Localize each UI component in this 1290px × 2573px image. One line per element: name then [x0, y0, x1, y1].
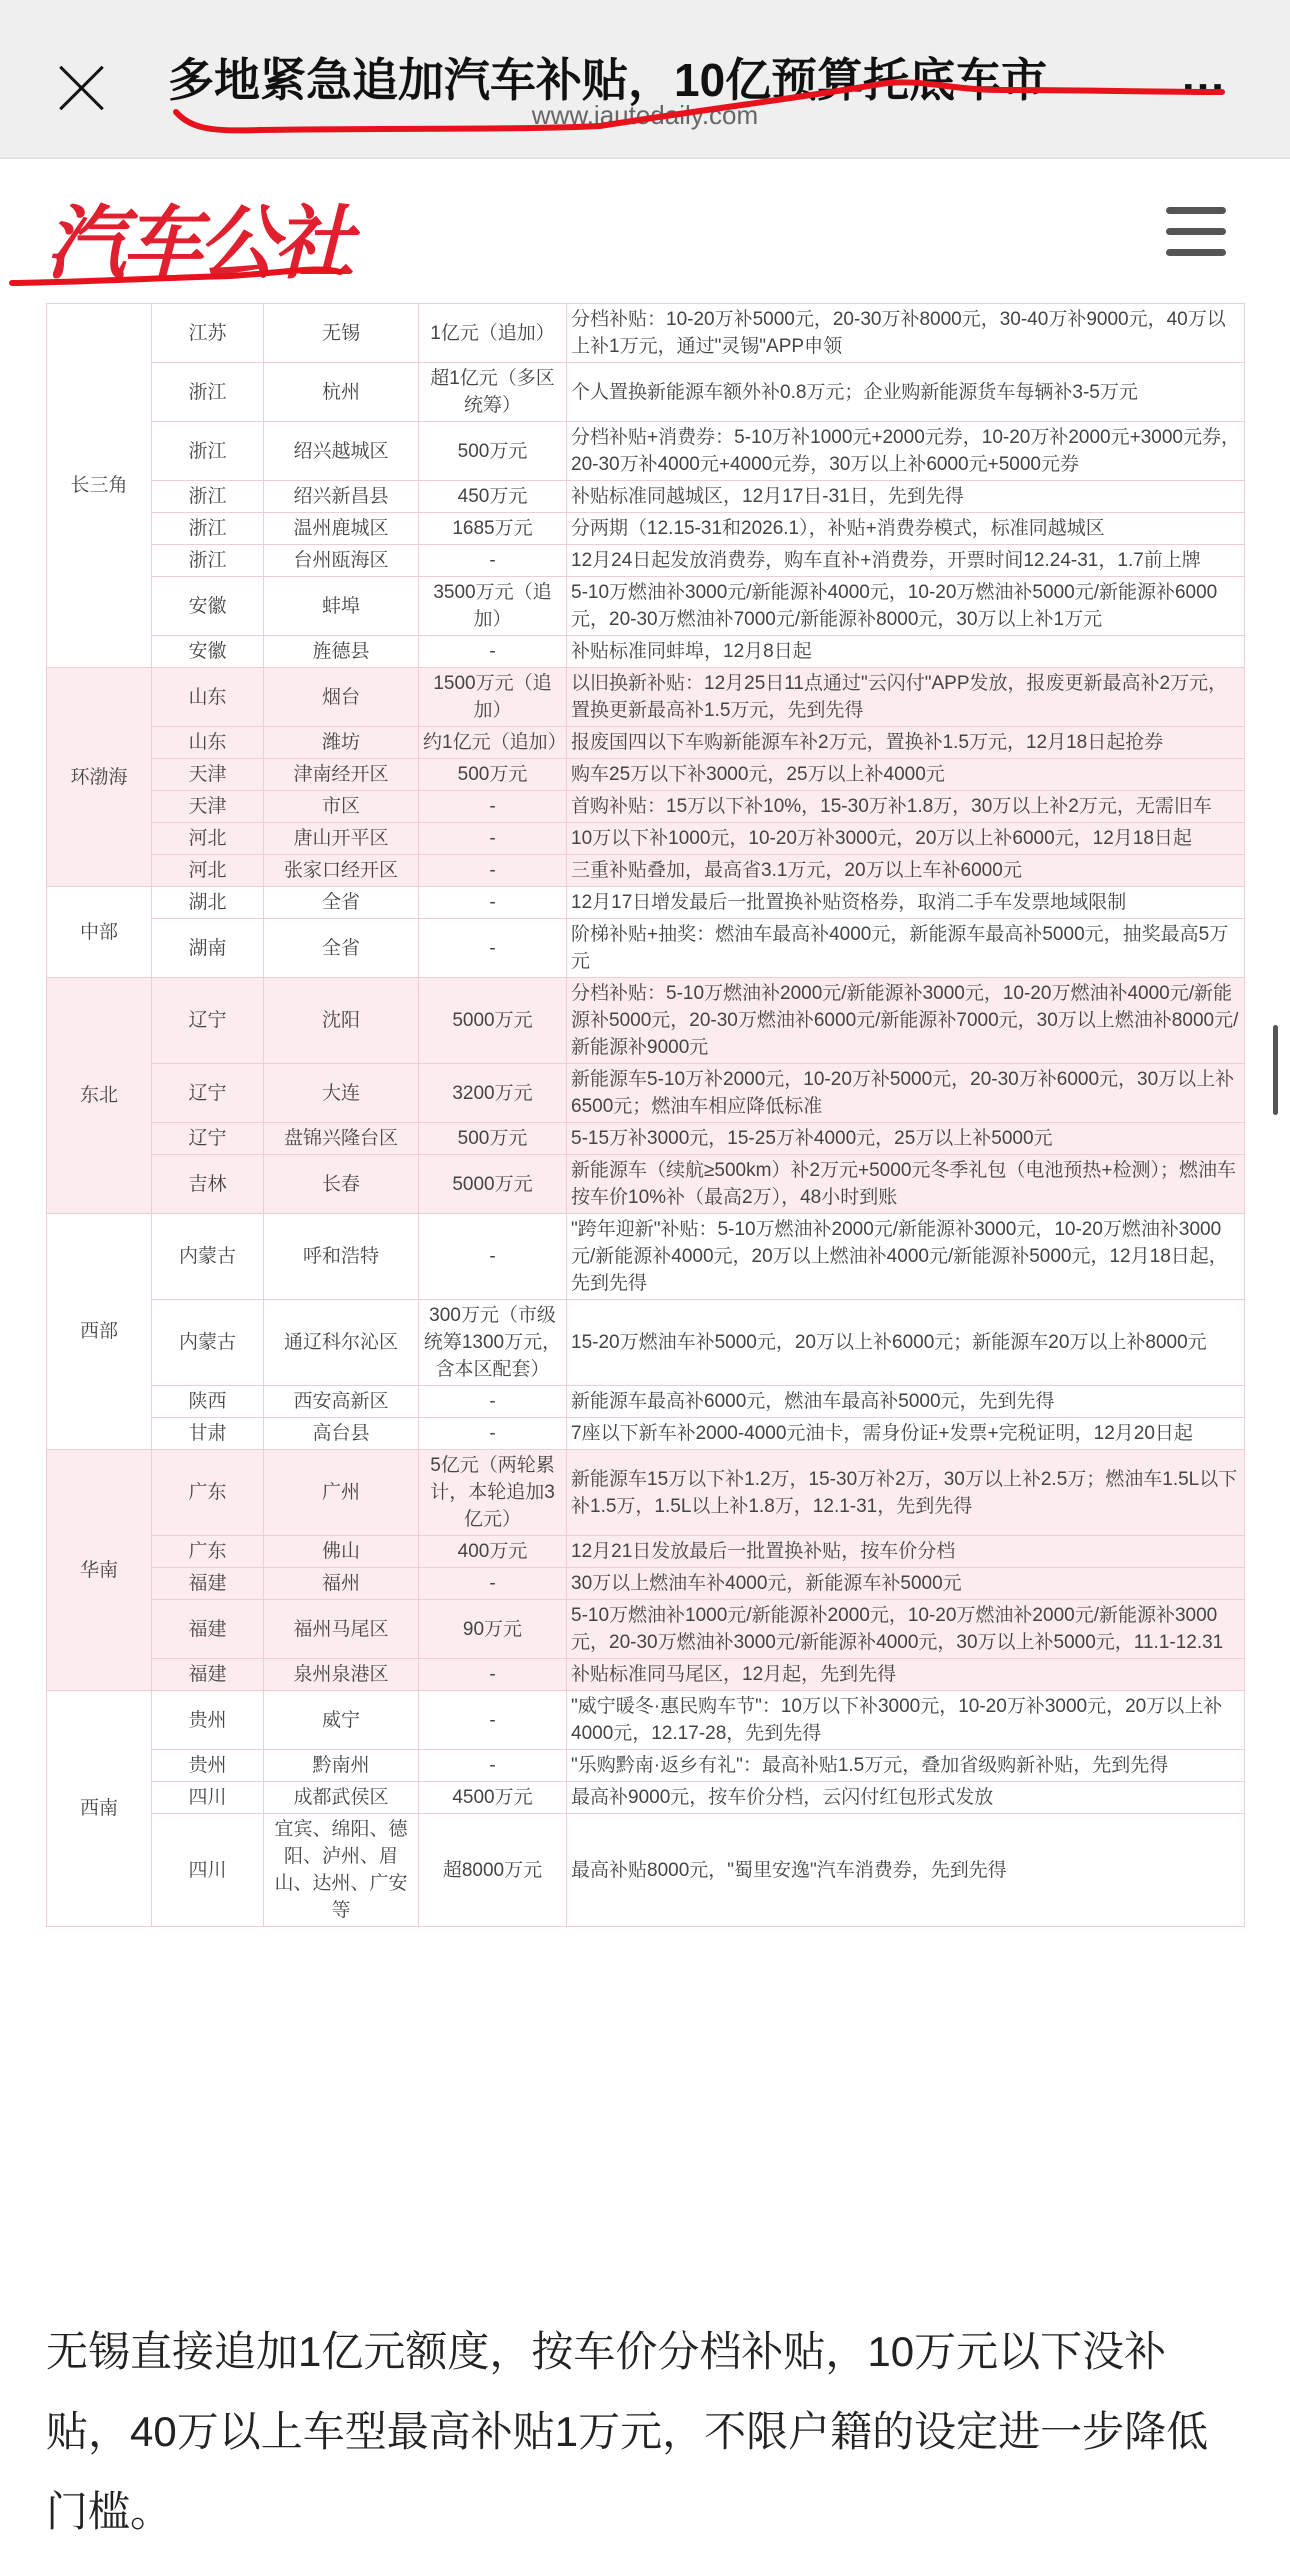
subsidy-table-image [46, 303, 1244, 1927]
province-cell: 天津 [152, 759, 264, 791]
table-row [47, 1691, 1245, 1750]
site-header [0, 159, 1290, 301]
table-row [47, 855, 1245, 887]
table-row [47, 1568, 1245, 1600]
policy-cell: 补贴标准同越城区，12月17日-31日，先到先得 [567, 481, 1245, 513]
table-row [47, 304, 1245, 363]
city-cell: 绍兴越城区 [264, 422, 419, 481]
policy-cell: 新能源车最高补6000元，燃油车最高补5000元，先到先得 [567, 1386, 1245, 1418]
table-row [47, 1123, 1245, 1155]
policy-cell: 5-15万补3000元，15-25万补4000元，25万以上补5000元 [567, 1123, 1245, 1155]
city-cell: 西安高新区 [264, 1386, 419, 1418]
table-row [47, 1386, 1245, 1418]
table-row [47, 919, 1245, 978]
province-cell: 湖南 [152, 919, 264, 978]
city-cell: 烟台 [264, 668, 419, 727]
city-cell: 成都武侯区 [264, 1782, 419, 1814]
policy-cell: 分档补贴：5-10万燃油补2000元/新能源补3000元，10-20万燃油补4000元/新能源补5000元，20-30万燃油补6000元/新能源补7000元，30万以上燃油补8000元/新能源补9000元 [567, 978, 1245, 1064]
region-cell: 华南 [47, 1450, 152, 1691]
city-cell: 绍兴新昌县 [264, 481, 419, 513]
table-row [47, 1750, 1245, 1782]
region-cell: 中部 [47, 887, 152, 978]
budget-cell: 超1亿元（多区统筹） [419, 363, 567, 422]
province-cell: 辽宁 [152, 1064, 264, 1123]
budget-cell: - [419, 636, 567, 668]
province-cell: 福建 [152, 1659, 264, 1691]
budget-cell: 3500万元（追加） [419, 577, 567, 636]
budget-cell: 超8000万元 [419, 1814, 567, 1927]
city-cell: 市区 [264, 791, 419, 823]
budget-cell: - [419, 1214, 567, 1300]
province-cell: 山东 [152, 668, 264, 727]
budget-cell: - [419, 1659, 567, 1691]
table-row [47, 1659, 1245, 1691]
budget-cell: 3200万元 [419, 1064, 567, 1123]
province-cell: 辽宁 [152, 1123, 264, 1155]
region-cell: 西部 [47, 1214, 152, 1450]
policy-cell: 5-10万燃油补3000元/新能源补4000元，10-20万燃油补5000元/新能源补6000元，20-30万燃油补7000元/新能源补8000元，30万以上补1万元 [567, 577, 1245, 636]
hamburger-menu-icon[interactable] [1166, 207, 1226, 257]
province-cell: 甘肃 [152, 1418, 264, 1450]
policy-cell: 三重补贴叠加，最高省3.1万元，20万以上车补6000元 [567, 855, 1245, 887]
policy-cell: 补贴标准同马尾区，12月起，先到先得 [567, 1659, 1245, 1691]
province-cell: 广东 [152, 1536, 264, 1568]
region-cell: 环渤海 [47, 668, 152, 887]
city-cell: 沈阳 [264, 978, 419, 1064]
province-cell: 陕西 [152, 1386, 264, 1418]
policy-cell: 购车25万以下补3000元，25万以上补4000元 [567, 759, 1245, 791]
city-cell: 威宁 [264, 1691, 419, 1750]
policy-cell: 7座以下新车补2000-4000元油卡，需身份证+发票+完税证明，12月20日起 [567, 1418, 1245, 1450]
policy-cell: 分两期（12.15-31和2026.1），补贴+消费券模式，标准同越城区 [567, 513, 1245, 545]
budget-cell: 5000万元 [419, 978, 567, 1064]
budget-cell: 1500万元（追加） [419, 668, 567, 727]
subsidy-table [46, 303, 1245, 1927]
table-row [47, 727, 1245, 759]
province-cell: 湖北 [152, 887, 264, 919]
budget-cell: 5000万元 [419, 1155, 567, 1214]
policy-cell: "跨年迎新"补贴：5-10万燃油补2000元/新能源补3000元，10-20万燃油补3000元/新能源补4000元，20万以上燃油补4000元/新能源补5000元，12月18日起，先到先得 [567, 1214, 1245, 1300]
budget-cell: - [419, 1418, 567, 1450]
city-cell: 宜宾、绵阳、德阳、泸州、眉山、达州、广安 等 [264, 1814, 419, 1927]
city-cell: 通辽科尔沁区 [264, 1300, 419, 1386]
province-cell: 吉林 [152, 1155, 264, 1214]
policy-cell: "威宁暖冬·惠民购车节"：10万以下补3000元，10-20万补3000元，20万以上补4000元，12.17-28，先到先得 [567, 1691, 1245, 1750]
policy-cell: 补贴标准同蚌埠，12月8日起 [567, 636, 1245, 668]
region-cell: 东北 [47, 978, 152, 1214]
table-row [47, 1064, 1245, 1123]
city-cell: 津南经开区 [264, 759, 419, 791]
policy-cell: 新能源车15万以下补1.2万，15-30万补2万，30万以上补2.5万；燃油车1.5L以下补1.5万，1.5L以上补1.8万，12.1-31，先到先得 [567, 1450, 1245, 1536]
table-row [47, 823, 1245, 855]
city-cell: 高台县 [264, 1418, 419, 1450]
city-cell: 杭州 [264, 363, 419, 422]
table-row [47, 1536, 1245, 1568]
budget-cell: - [419, 1691, 567, 1750]
table-row [47, 545, 1245, 577]
table-row [47, 1155, 1245, 1214]
province-cell: 广东 [152, 1450, 264, 1536]
table-row [47, 887, 1245, 919]
budget-cell: 1亿元（追加） [419, 304, 567, 363]
budget-cell: - [419, 919, 567, 978]
city-cell: 温州鹿城区 [264, 513, 419, 545]
city-cell: 泉州泉港区 [264, 1659, 419, 1691]
policy-cell: 12月21日发放最后一批置换补贴，按车价分档 [567, 1536, 1245, 1568]
table-row [47, 1418, 1245, 1450]
city-cell: 全省 [264, 919, 419, 978]
table-row [47, 636, 1245, 668]
table-row [47, 577, 1245, 636]
city-cell: 黔南州 [264, 1750, 419, 1782]
city-cell: 蚌埠 [264, 577, 419, 636]
policy-cell: 阶梯补贴+抽奖：燃油车最高补4000元，新能源车最高补5000元，抽奖最高5万元 [567, 919, 1245, 978]
page-title: 多地紧急追加汽车补贴，10亿预算托底车市 [168, 54, 1048, 106]
city-cell: 唐山开平区 [264, 823, 419, 855]
table-row [47, 978, 1245, 1064]
browser-top-bar [0, 0, 1290, 159]
table-row [47, 791, 1245, 823]
table-row [47, 1600, 1245, 1659]
province-cell: 安徽 [152, 577, 264, 636]
site-logo[interactable]: 汽车公社 [46, 199, 350, 288]
policy-cell: "乐购黔南·返乡有礼"：最高补贴1.5万元，叠加省级购新补贴，先到先得 [567, 1750, 1245, 1782]
province-cell: 江苏 [152, 304, 264, 363]
budget-cell: 5亿元（两轮累计，本轮追加3亿元） [419, 1450, 567, 1536]
province-cell: 浙江 [152, 363, 264, 422]
policy-cell: 以旧换新补贴：12月25日11点通过"云闪付"APP发放，报废更新最高补2万元，置换更新最高补1.5万元，先到先得 [567, 668, 1245, 727]
province-cell: 浙江 [152, 422, 264, 481]
city-cell: 张家口经开区 [264, 855, 419, 887]
city-cell: 台州瓯海区 [264, 545, 419, 577]
article-paragraph: 无锡直接追加1亿元额度，按车价分档补贴，10万元以下没补贴，40万以上车型最高补贴1万元，不限户籍的设定进一步降低门槛。 [46, 2328, 1209, 2535]
city-cell: 盘锦兴隆台区 [264, 1123, 419, 1155]
policy-cell: 分档补贴+消费券：5-10万补1000元+2000元券，10-20万补2000元+3000元券，20-30万补4000元+4000元券，30万以上补6000元+5000元券 [567, 422, 1245, 481]
budget-cell: 500万元 [419, 759, 567, 791]
policy-cell: 个人置换新能源车额外补0.8万元；企业购新能源货车每辆补3-5万元 [567, 363, 1245, 422]
budget-cell: - [419, 887, 567, 919]
region-cell: 西南 [47, 1691, 152, 1927]
policy-cell: 新能源车5-10万补2000元，10-20万补5000元，20-30万补6000元，30万以上补6500元；燃油车相应降低标准 [567, 1064, 1245, 1123]
province-cell: 福建 [152, 1568, 264, 1600]
province-cell: 贵州 [152, 1750, 264, 1782]
table-row [47, 513, 1245, 545]
budget-cell: 500万元 [419, 1123, 567, 1155]
table-row [47, 481, 1245, 513]
province-cell: 山东 [152, 727, 264, 759]
budget-cell: - [419, 1750, 567, 1782]
budget-cell: - [419, 823, 567, 855]
city-cell: 长春 [264, 1155, 419, 1214]
budget-cell: 4500万元 [419, 1782, 567, 1814]
table-row [47, 422, 1245, 481]
page-url: www.iautodaily.com [531, 100, 759, 130]
budget-cell: 450万元 [419, 481, 567, 513]
city-cell: 广州 [264, 1450, 419, 1536]
budget-cell: - [419, 1386, 567, 1418]
province-cell: 四川 [152, 1814, 264, 1927]
city-cell: 呼和浩特 [264, 1214, 419, 1300]
more-options-button[interactable]: … [1180, 49, 1226, 101]
policy-cell: 新能源车（续航≥500km）补2万元+5000元冬季礼包（电池预热+检测）；燃油车按车价10%补（最高2万），48小时到账 [567, 1155, 1245, 1214]
province-cell: 贵州 [152, 1691, 264, 1750]
table-row [47, 1450, 1245, 1536]
province-cell: 浙江 [152, 481, 264, 513]
city-cell: 潍坊 [264, 727, 419, 759]
table-row [47, 1814, 1245, 1927]
province-cell: 河北 [152, 855, 264, 887]
city-cell: 福州马尾区 [264, 1600, 419, 1659]
city-cell: 旌德县 [264, 636, 419, 668]
table-row [47, 668, 1245, 727]
province-cell: 天津 [152, 791, 264, 823]
province-cell: 四川 [152, 1782, 264, 1814]
budget-cell: - [419, 855, 567, 887]
budget-cell: - [419, 791, 567, 823]
city-cell: 福州 [264, 1568, 419, 1600]
budget-cell: 1685万元 [419, 513, 567, 545]
policy-cell: 12月24日起发放消费券，购车直补+消费券，开票时间12.24-31，1.7前上牌 [567, 545, 1245, 577]
province-cell: 福建 [152, 1600, 264, 1659]
policy-cell: 10万以下补1000元，10-20万补3000元，20万以上补6000元，12月18日起 [567, 823, 1245, 855]
province-cell: 内蒙古 [152, 1214, 264, 1300]
province-cell: 浙江 [152, 513, 264, 545]
city-cell: 全省 [264, 887, 419, 919]
table-row [47, 363, 1245, 422]
table-row [47, 1300, 1245, 1386]
policy-cell: 报废国四以下车购新能源车补2万元，置换补1.5万元，12月18日起抢券 [567, 727, 1245, 759]
province-cell: 浙江 [152, 545, 264, 577]
region-cell: 长三角 [47, 304, 152, 668]
city-cell: 无锡 [264, 304, 419, 363]
budget-cell: - [419, 545, 567, 577]
policy-cell: 12月17日增发最后一批置换补贴资格券，取消二手车发票地域限制 [567, 887, 1245, 919]
policy-cell: 分档补贴：10-20万补5000元，20-30万补8000元，30-40万补9000元，40万以上补1万元，通过"灵锡"APP申领 [567, 304, 1245, 363]
province-cell: 安徽 [152, 636, 264, 668]
budget-cell: 400万元 [419, 1536, 567, 1568]
scrollbar[interactable] [1273, 1025, 1278, 1115]
policy-cell: 5-10万燃油补1000元/新能源补2000元，10-20万燃油补2000元/新能源补3000元，20-30万燃油补3000元/新能源补4000元，30万以上补5000元，11.1-12.31 [567, 1600, 1245, 1659]
city-cell: 佛山 [264, 1536, 419, 1568]
budget-cell: - [419, 1568, 567, 1600]
budget-cell: 500万元 [419, 422, 567, 481]
budget-cell: 约1亿元（追加） [419, 727, 567, 759]
province-cell: 内蒙古 [152, 1300, 264, 1386]
city-cell: 大连 [264, 1064, 419, 1123]
table-row [47, 1782, 1245, 1814]
policy-cell: 最高补9000元，按车价分档，云闪付红包形式发放 [567, 1782, 1245, 1814]
table-row [47, 759, 1245, 791]
province-cell: 辽宁 [152, 978, 264, 1064]
policy-cell: 最高补贴8000元，"蜀里安逸"汽车消费券，先到先得 [567, 1814, 1245, 1927]
budget-cell: 300万元（市级统筹1300万元，含本区配套） [419, 1300, 567, 1386]
policy-cell: 首购补贴：15万以下补10%，15-30万补1.8万，30万以上补2万元，无需旧车 [567, 791, 1245, 823]
policy-cell: 15-20万燃油车补5000元，20万以上补6000元；新能源车20万以上补8000元 [567, 1300, 1245, 1386]
budget-cell: 90万元 [419, 1600, 567, 1659]
table-row [47, 1214, 1245, 1300]
policy-cell: 30万以上燃油车补4000元，新能源车补5000元 [567, 1568, 1245, 1600]
province-cell: 河北 [152, 823, 264, 855]
